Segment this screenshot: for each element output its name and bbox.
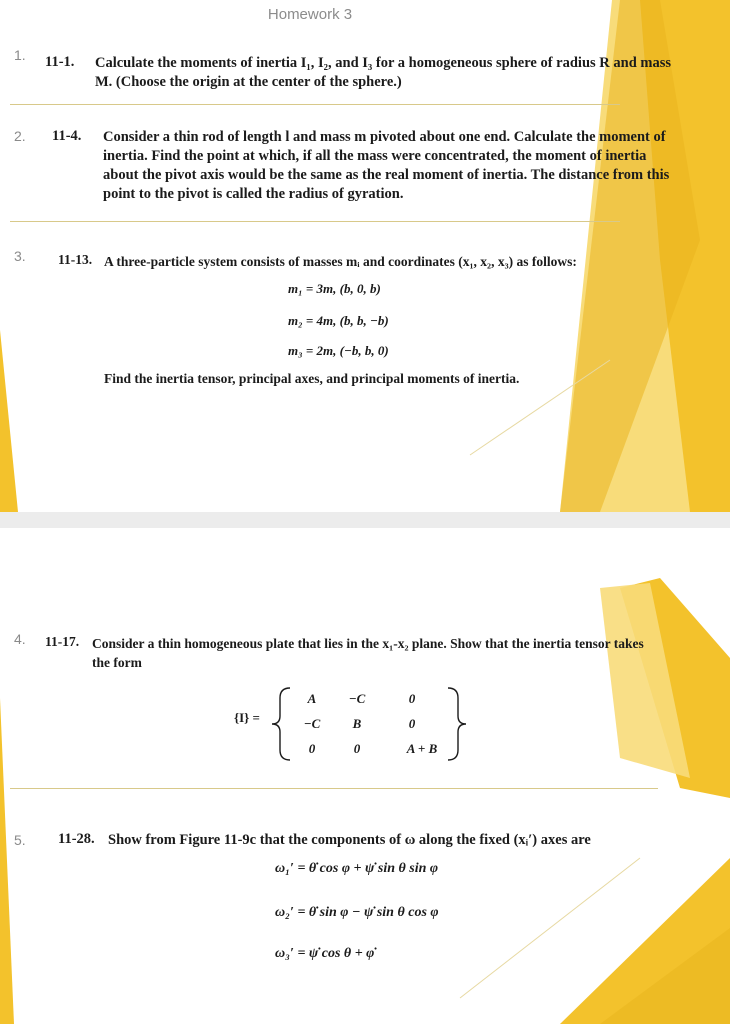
problem-number: 3. — [14, 248, 26, 264]
matrix-cell: A + B — [406, 741, 438, 756]
problem-number: 1. — [14, 47, 26, 63]
problem-id: 11-4. — [52, 128, 82, 144]
divider — [10, 788, 658, 789]
divider — [10, 221, 620, 222]
equation-m1: m₁ = 3m, (b, 0, b) — [288, 281, 381, 296]
matrix-cell: 0 — [408, 691, 416, 706]
problem-number: 2. — [14, 128, 26, 144]
equation-omega3: ω₃′ = ψ̇ cos θ + φ̇ — [275, 946, 375, 961]
slide-2 — [0, 528, 730, 1024]
problem-text: Consider a thin homogeneous plate that lies in the x₁-x₂ plane. Show that the inertia tensor takes the form — [92, 636, 644, 670]
matrix-cell: −C — [303, 716, 321, 731]
matrix-cell: 0 — [353, 741, 361, 756]
problem-id: 11-13. — [58, 252, 93, 267]
matrix-cell: −C — [348, 691, 366, 706]
page-title: Homework 3 — [267, 6, 353, 23]
equation-m3: m₃ = 2m, (−b, b, 0) — [288, 343, 389, 358]
matrix-cell: 0 — [308, 741, 316, 756]
problem-id: 11-28. — [58, 831, 95, 847]
matrix-cell: 0 — [408, 716, 416, 731]
slide-separator — [0, 512, 730, 528]
problem-tail-text: Find the inertia tensor, principal axes, and principal moments of inertia. — [104, 371, 520, 386]
matrix-cell: B — [352, 716, 362, 731]
problem-text: Show from Figure 11-9c that the components of ω along the fixed (xᵢ′) axes are — [108, 832, 591, 848]
matrix-label: {I} = — [234, 710, 260, 725]
problem-text: Calculate the moments of inertia I₁, I₂, and I₃ for a homogeneous sphere of radius R and mass M. (Choose the origin at the center of the sphere.) — [95, 55, 672, 90]
problem-id: 11-17. — [45, 634, 80, 649]
divider — [10, 104, 620, 105]
problem-id: 11-1. — [45, 54, 75, 70]
problem-text: Consider a thin rod of length l and mass m pivoted about one end. Calculate the moment of inertia. Find the point at which, if all the mass were concentrated, the moment of inertia about the pivot axis would be the same as the real moment of inertia. The distance from this point to the pivot is called the radius of gyration. — [103, 129, 670, 202]
equation-m2: m₂ = 4m, (b, b, −b) — [288, 313, 389, 328]
matrix-cell: A — [307, 691, 317, 706]
problem-number: 5. — [14, 832, 26, 848]
equation-omega2: ω₂′ = θ̇ sin φ − ψ̇ sin θ cos φ — [275, 905, 439, 920]
problem-text: A three-particle system consists of masses mᵢ and coordinates (x₁, x₂, x₃) as follows: — [104, 254, 577, 269]
equation-omega1: ω₁′ = θ̇ cos φ + ψ̇ sin θ sin φ — [275, 861, 439, 876]
problem-number: 4. — [14, 631, 26, 647]
